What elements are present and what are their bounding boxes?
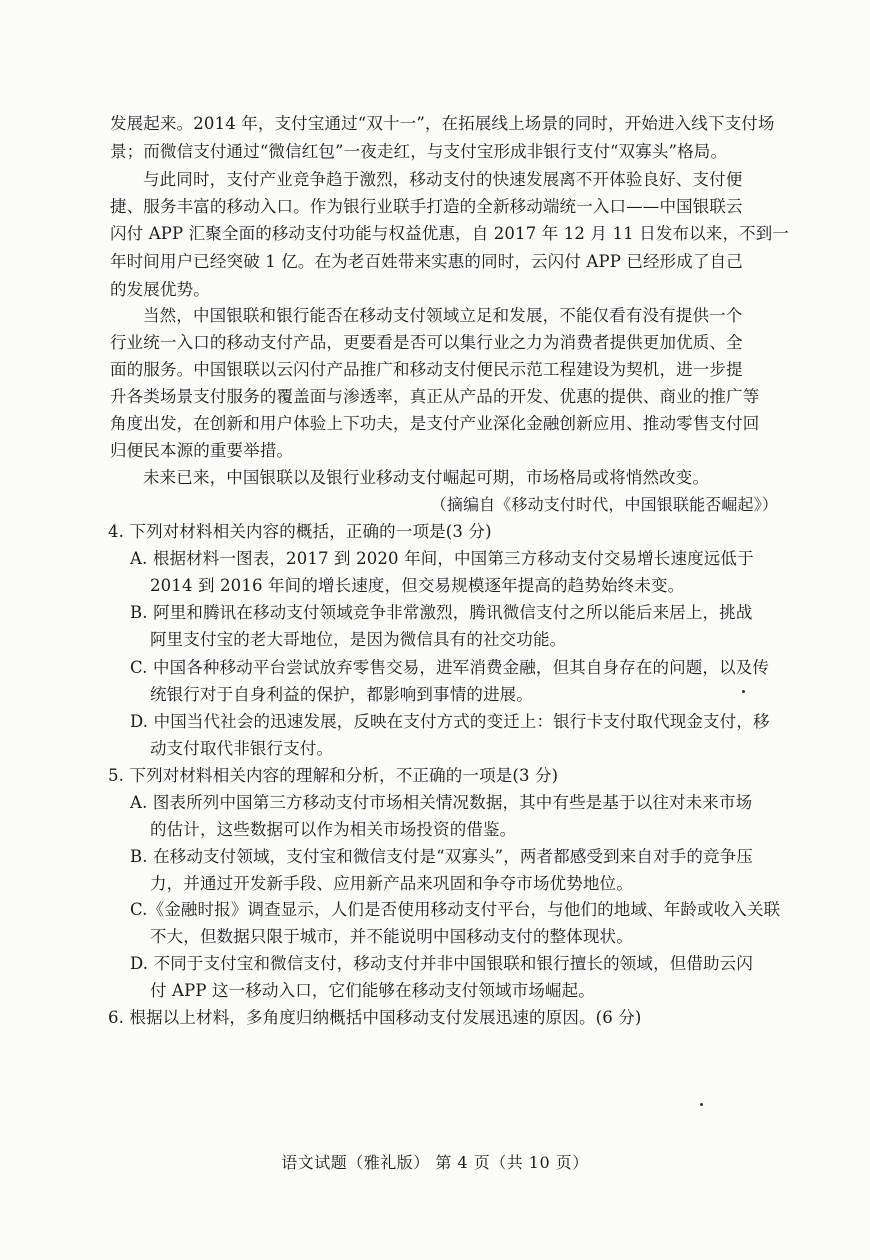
passage-source: （摘编自《移动支付时代，中国银联能否崛起》） — [430, 495, 778, 514]
q4-option-c-cont: 统银行对于自身利益的保护，都影响到事情的进展。 — [150, 685, 533, 704]
page-footer: 语文试题（雅礼版） 第 4 页（共 10 页） — [281, 1153, 589, 1172]
passage-line: 发展起来。2014 年，支付宝通过“双十一”，在拓展线上场景的同时，开始进入线下支付场 — [110, 114, 775, 133]
q5-option-b-cont: 力，并通过开发新手段、应用新产品来巩固和争夺市场优势地位。 — [150, 874, 633, 893]
q4-option-d: D. 中国当代社会的迅速发展，反映在支付方式的变迁上：银行卡支付取代现金支付，移 — [130, 712, 770, 731]
passage-line: 面的服务。中国银联以云闪付产品推广和移动支付便民示范工程建设为契机，进一步提 — [110, 360, 743, 379]
q4-option-a-cont: 2014 到 2016 年间的增长速度，但交易规模逐年提高的趋势始终未变。 — [150, 576, 685, 595]
passage-line: 归便民本源的重要举措。 — [110, 441, 294, 460]
q5-option-b: B. 在移动支付领域，支付宝和微信支付是“双寡头”，两者都感受到来自对手的竞争压 — [130, 847, 753, 866]
question-5-stem: 5. 下列对材料相关内容的理解和分析，不正确的一项是(3 分) — [108, 766, 559, 785]
question-4-stem: 4. 下列对材料相关内容的概括，正确的一项是(3 分) — [108, 522, 492, 541]
question-6-stem: 6. 根据以上材料，多角度归纳概括中国移动支付发展迅速的原因。(6 分) — [108, 1008, 642, 1027]
passage-line: 年时间用户已经突破 1 亿。在为老百姓带来实惠的同时，云闪付 APP 已经形成了自己 — [110, 252, 743, 271]
q5-option-a: A. 图表所列中国第三方移动支付市场相关情况数据，其中有些是基于以往对未来市场 — [130, 793, 753, 812]
passage-line: 景；而微信支付通过“微信红包”一夜走红，与支付宝形成非银行支付“双寡头”格局。 — [110, 142, 728, 161]
q4-option-c: C. 中国各种移动平台尝试放弃零售交易，进军消费金融，但其自身存在的问题，以及传 — [130, 658, 770, 677]
passage-line: 捷、服务丰富的移动入口。作为银行业联手打造的全新移动端统一入口——中国银联云 — [110, 197, 743, 216]
passage-line: 角度出发，在创新和用户体验上下功夫，是支付产业深化金融创新应用、推动零售支付回 — [110, 414, 760, 433]
q5-option-c-cont: 不大，但数据只限于城市，并不能说明中国移动支付的整体现状。 — [150, 927, 633, 946]
passage-line: 行业统一入口的移动支付产品，更要看是否可以集行业之力为消费者提供更加优质、全 — [110, 333, 743, 352]
q4-option-d-cont: 动支付取代非银行支付。 — [150, 739, 334, 758]
q5-option-d: D. 不同于支付宝和微信支付，移动支付并非中国银联和银行擅长的领域，但借助云闪 — [130, 954, 753, 973]
scan-speck — [700, 1103, 703, 1106]
q4-option-a: A. 根据材料一图表，2017 到 2020 年间，中国第三方移动支付交易增长速度远低于 — [130, 549, 754, 568]
scan-speck — [742, 690, 745, 693]
q5-option-d-cont: 付 APP 这一移动入口，它们能够在移动支付领域市场崛起。 — [150, 981, 595, 1000]
q5-option-a-cont: 的估计，这些数据可以作为相关市场投资的借鉴。 — [150, 820, 517, 839]
passage-line: 与此同时，支付产业竞争趋于激烈，移动支付的快速发展离不开体验良好、支付便 — [143, 170, 743, 189]
q5-option-c: C.《金融时报》调查显示，人们是否使用移动支付平台，与他们的地域、年龄或收入关联 — [130, 900, 781, 919]
q4-option-b-cont: 阿里支付宝的老大哥地位，是因为微信具有的社交功能。 — [150, 630, 567, 649]
passage-line: 未来已来，中国银联以及银行业移动支付崛起可期，市场格局或将悄然改变。 — [143, 468, 710, 487]
q4-option-b: B. 阿里和腾讯在移动支付领域竞争非常激烈，腾讯微信支付之所以能后来居上，挑战 — [130, 603, 753, 622]
passage-line: 升各类场景支付服务的覆盖面与渗透率，真正从产品的开发、优惠的提供、商业的推广等 — [110, 387, 760, 406]
passage-line: 闪付 APP 汇聚全面的移动支付功能与权益优惠，自 2017 年 12 月 11 日发布以来，不到一 — [110, 224, 790, 243]
passage-line: 的发展优势。 — [110, 280, 210, 299]
passage-line: 当然，中国银联和银行能否在移动支付领域立足和发展，不能仅看有没有提供一个 — [143, 306, 743, 325]
